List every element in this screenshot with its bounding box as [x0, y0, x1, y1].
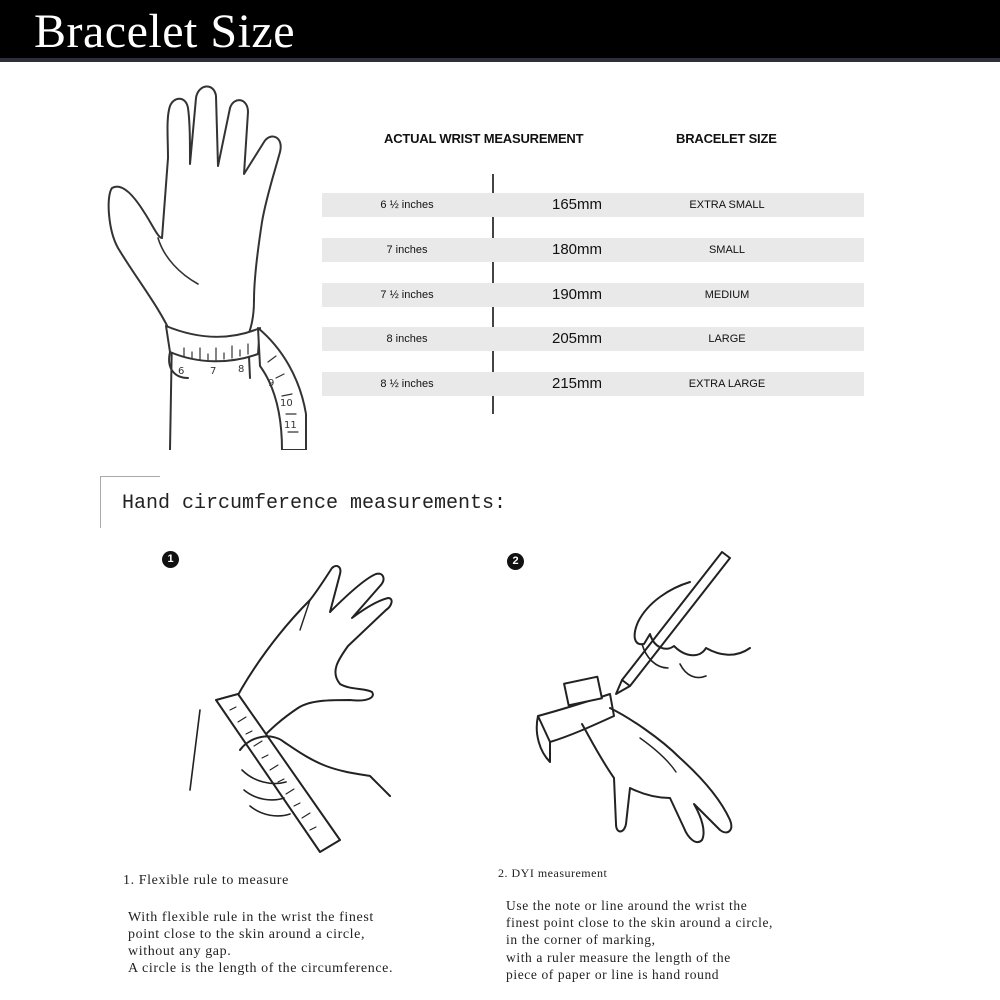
step-2-line: piece of paper or line is hand round [506, 966, 720, 982]
step-2-line: finest point close to the skin around a circle, [506, 915, 774, 931]
size-row [322, 193, 864, 217]
step-1-badge: 1 [162, 551, 179, 568]
step-2-badge: 2 [507, 553, 524, 570]
flexible-rule-illustration [180, 560, 400, 855]
step-1-line: without any gap. [128, 944, 232, 959]
size-row [322, 327, 864, 351]
section-title: Hand circumference measurements: [122, 492, 507, 515]
column-header-wrist-measurement: ACTUAL WRIST MEASUREMENT [384, 131, 584, 146]
column-header-bracelet-size: BRACELET SIZE [676, 131, 777, 146]
tape-tick-label: 11 [284, 420, 297, 431]
cell-inches: 8 ½ inches [380, 378, 434, 390]
cell-inches: 6 ½ inches [380, 199, 434, 211]
step-2-description [506, 897, 773, 983]
header-bar [0, 0, 1000, 62]
tape-tick-label: 9 [268, 378, 275, 389]
cell-mm: 190mm [551, 286, 603, 303]
size-row [322, 283, 864, 307]
tape-tick-label: 8 [238, 364, 245, 375]
cell-size: EXTRA SMALL [689, 199, 765, 211]
hand-measuring-tape-illustration [100, 78, 320, 450]
cell-inches: 8 inches [386, 333, 428, 345]
cell-mm: 165mm [551, 196, 603, 213]
cell-inches: 7 inches [386, 244, 428, 256]
size-row [322, 372, 864, 396]
cell-size: MEDIUM [704, 289, 750, 301]
step-1-line: A circle is the length of the circumference. [128, 961, 394, 976]
cell-inches: 7 ½ inches [380, 289, 434, 301]
cell-size: SMALL [708, 244, 746, 256]
dyi-measurement-illustration [530, 548, 770, 853]
step-1-line: point close to the skin around a circle, [128, 927, 366, 942]
cell-mm: 215mm [551, 375, 603, 392]
cell-mm: 205mm [551, 330, 603, 347]
tape-tick-label: 10 [280, 398, 293, 409]
cell-size: LARGE [708, 333, 746, 345]
step-2-line: with a ruler measure the length of the [506, 949, 731, 965]
step-2-line: Use the note or line around the wrist the [506, 898, 748, 913]
step-2-line: in the corner of marking, [506, 932, 656, 948]
step-1-line: With flexible rule in the wrist the finest [128, 910, 374, 925]
page-title: Bracelet Size [34, 5, 296, 58]
step-1-description [128, 909, 393, 977]
step-2-label: 2. DYI measurement [498, 866, 608, 880]
size-row [322, 238, 864, 262]
tape-tick-label: 7 [210, 366, 217, 377]
cell-mm: 180mm [551, 241, 603, 258]
tape-tick-label: 6 [178, 366, 185, 377]
cell-size: EXTRA LARGE [688, 378, 766, 390]
step-1-label: 1. Flexible rule to measure [123, 873, 289, 888]
